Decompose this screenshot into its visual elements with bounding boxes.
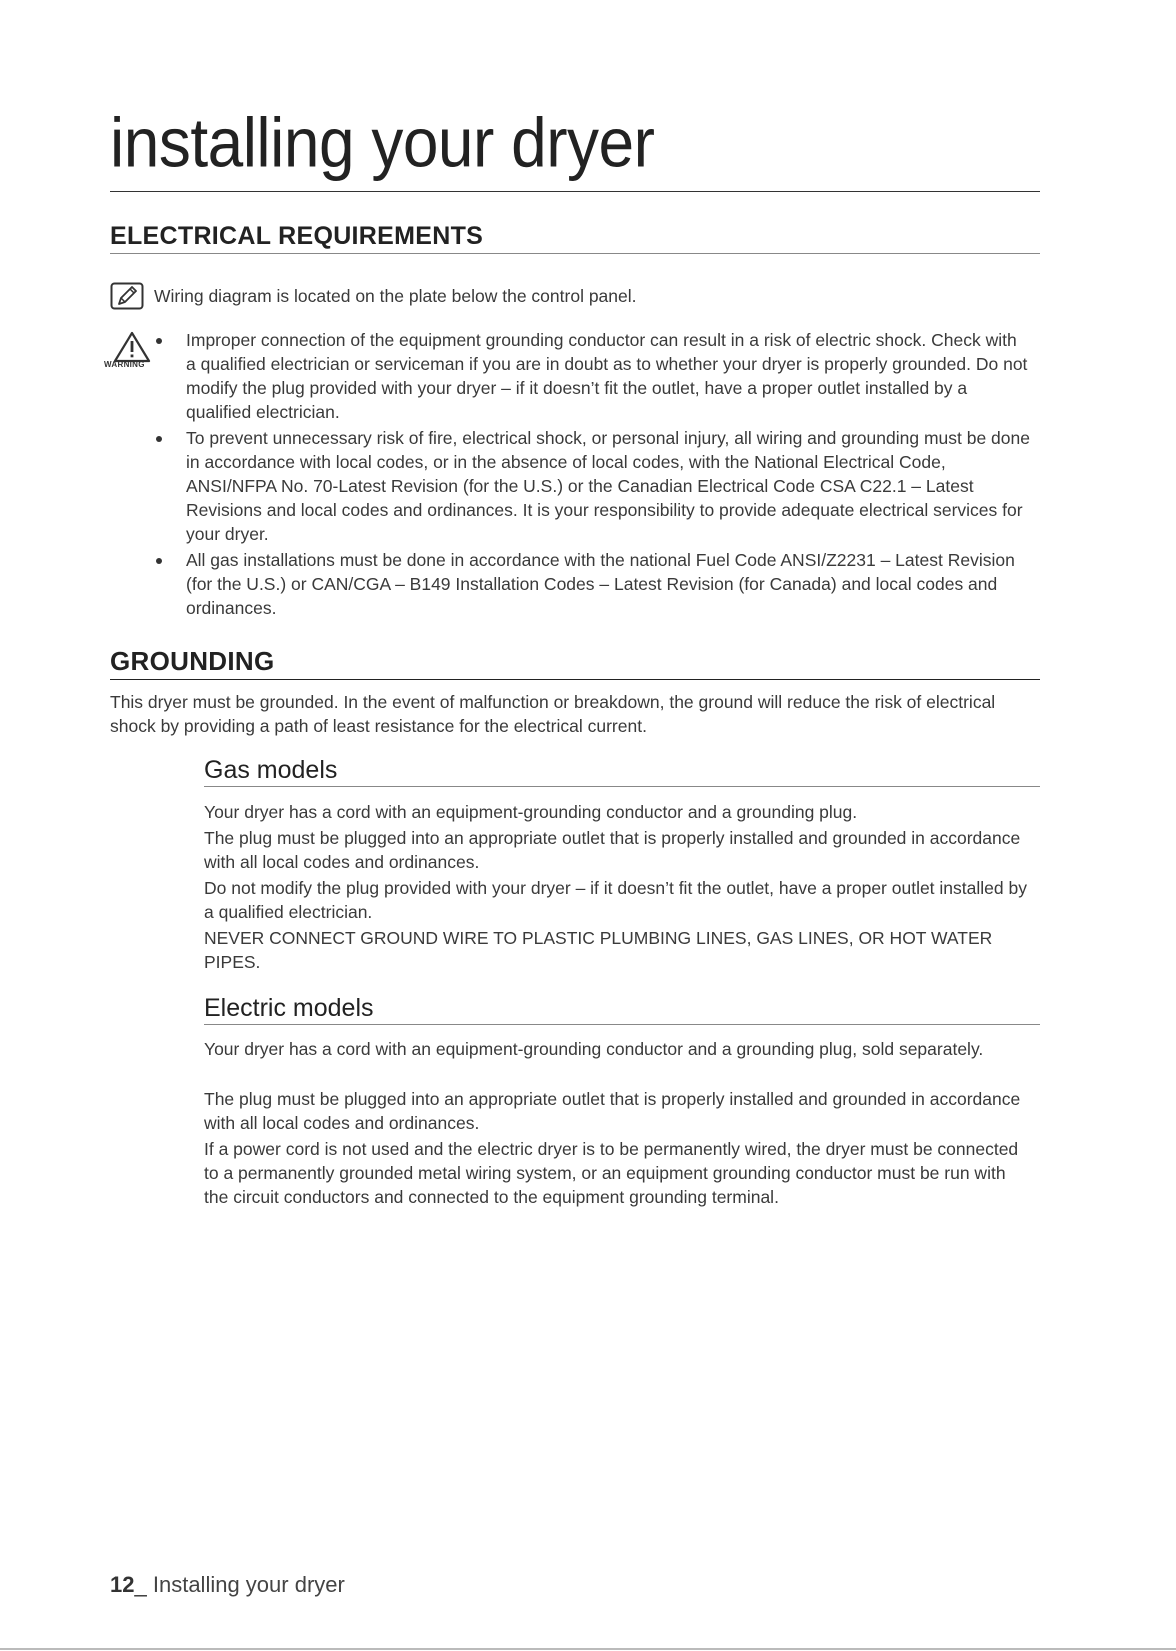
- gas-paragraph-2: The plug must be plugged into an appropriate outlet that is properly installed and grounded in accordance with all local codes and ordinances.: [204, 828, 1021, 872]
- page-title: [110, 103, 1040, 192]
- wiring-note: Wiring diagram is located on the plate below the control panel.: [154, 286, 637, 306]
- footer-separator: _: [134, 1572, 147, 1597]
- bullet-text: All gas installations must be done in accordance with the national Fuel Code ANSI/Z2231 – Latest Revision (for the U.S.) or CAN/CGA – B149 Installation Codes – Latest Revision (for Canada) and local codes and ordinances.: [186, 550, 1015, 618]
- bottom-divider: [0, 1648, 1176, 1650]
- list-item: [150, 328, 1030, 424]
- page-footer: [110, 1572, 345, 1598]
- gas-paragraph-1: Your dryer has a cord with an equipment-grounding conductor and a grounding plug.: [204, 802, 858, 822]
- grounding-heading: GROUNDING: [110, 646, 1040, 680]
- page-number: 12: [110, 1572, 135, 1597]
- electrical-requirements-heading: ELECTRICAL REQUIREMENTS: [110, 222, 1040, 254]
- electric-paragraph-2: The plug must be plugged into an appropriate outlet that is properly installed and grounded in accordance with all local codes and ordinances.: [204, 1089, 1021, 1133]
- gas-paragraph-4: NEVER CONNECT GROUND WIRE TO PLASTIC PLUMBING LINES, GAS LINES, OR HOT WATER PIPES.: [204, 928, 993, 972]
- grounding-intro: This dryer must be grounded. In the event of malfunction or breakdown, the ground will reduce the risk of electrical shock by providing a path of least resistance for the electrical current.: [110, 692, 996, 736]
- bullet-dot: [156, 558, 162, 564]
- bullet-text: To prevent unnecessary risk of fire, electrical shock, or personal injury, all wiring and grounding must be done in accordance with local codes, or in the absence of local codes, with the National Electrical Code, ANSI/NFPA No. 70-Latest Revision (for the U.S.) or the Canadian Electrical Code CSA C22.1 – Latest Revisions and local codes and ordinances. It is your responsibility to provide adequate electrical services for your dryer.: [186, 428, 1030, 544]
- gas-paragraph-3: Do not modify the plug provided with your dryer – if it doesn’t fit the outlet, have a proper outlet installed by a qualified electrician.: [204, 878, 1027, 922]
- electric-models-heading: Electric models: [204, 994, 1040, 1025]
- bullet-dot: [156, 436, 162, 442]
- list-item: [150, 426, 1030, 546]
- electric-paragraph-3: If a power cord is not used and the electric dryer is to be permanently wired, the dryer must be connected to a permanently grounded metal wiring system, or an equipment grounding conductor must be run with the circuit conductors and connected to the equipment grounding terminal.: [204, 1139, 1019, 1207]
- list-item: [150, 548, 1030, 620]
- note-pencil-icon: [110, 282, 144, 310]
- page-title-text: installing your dryer: [110, 103, 655, 182]
- gas-models-heading: Gas models: [204, 756, 1040, 787]
- footer-label: Installing your dryer: [152, 1572, 345, 1597]
- bullet-dot: [156, 338, 162, 344]
- bullet-text: Improper connection of the equipment grounding conductor can result in a risk of electric shock. Check with a qualified electrician or serviceman if you are in doubt as to whether your dryer is properly grounded. Do not modify the plug provided with your dryer – if it doesn’t fit the outlet, have a proper outlet installed by a qualified electrician.: [186, 330, 1028, 422]
- warning-label: WARNING: [104, 360, 145, 369]
- warning-bullet-list: [150, 328, 1030, 622]
- electric-paragraph-1: Your dryer has a cord with an equipment-grounding conductor and a grounding plug, sold separately.: [204, 1039, 984, 1059]
